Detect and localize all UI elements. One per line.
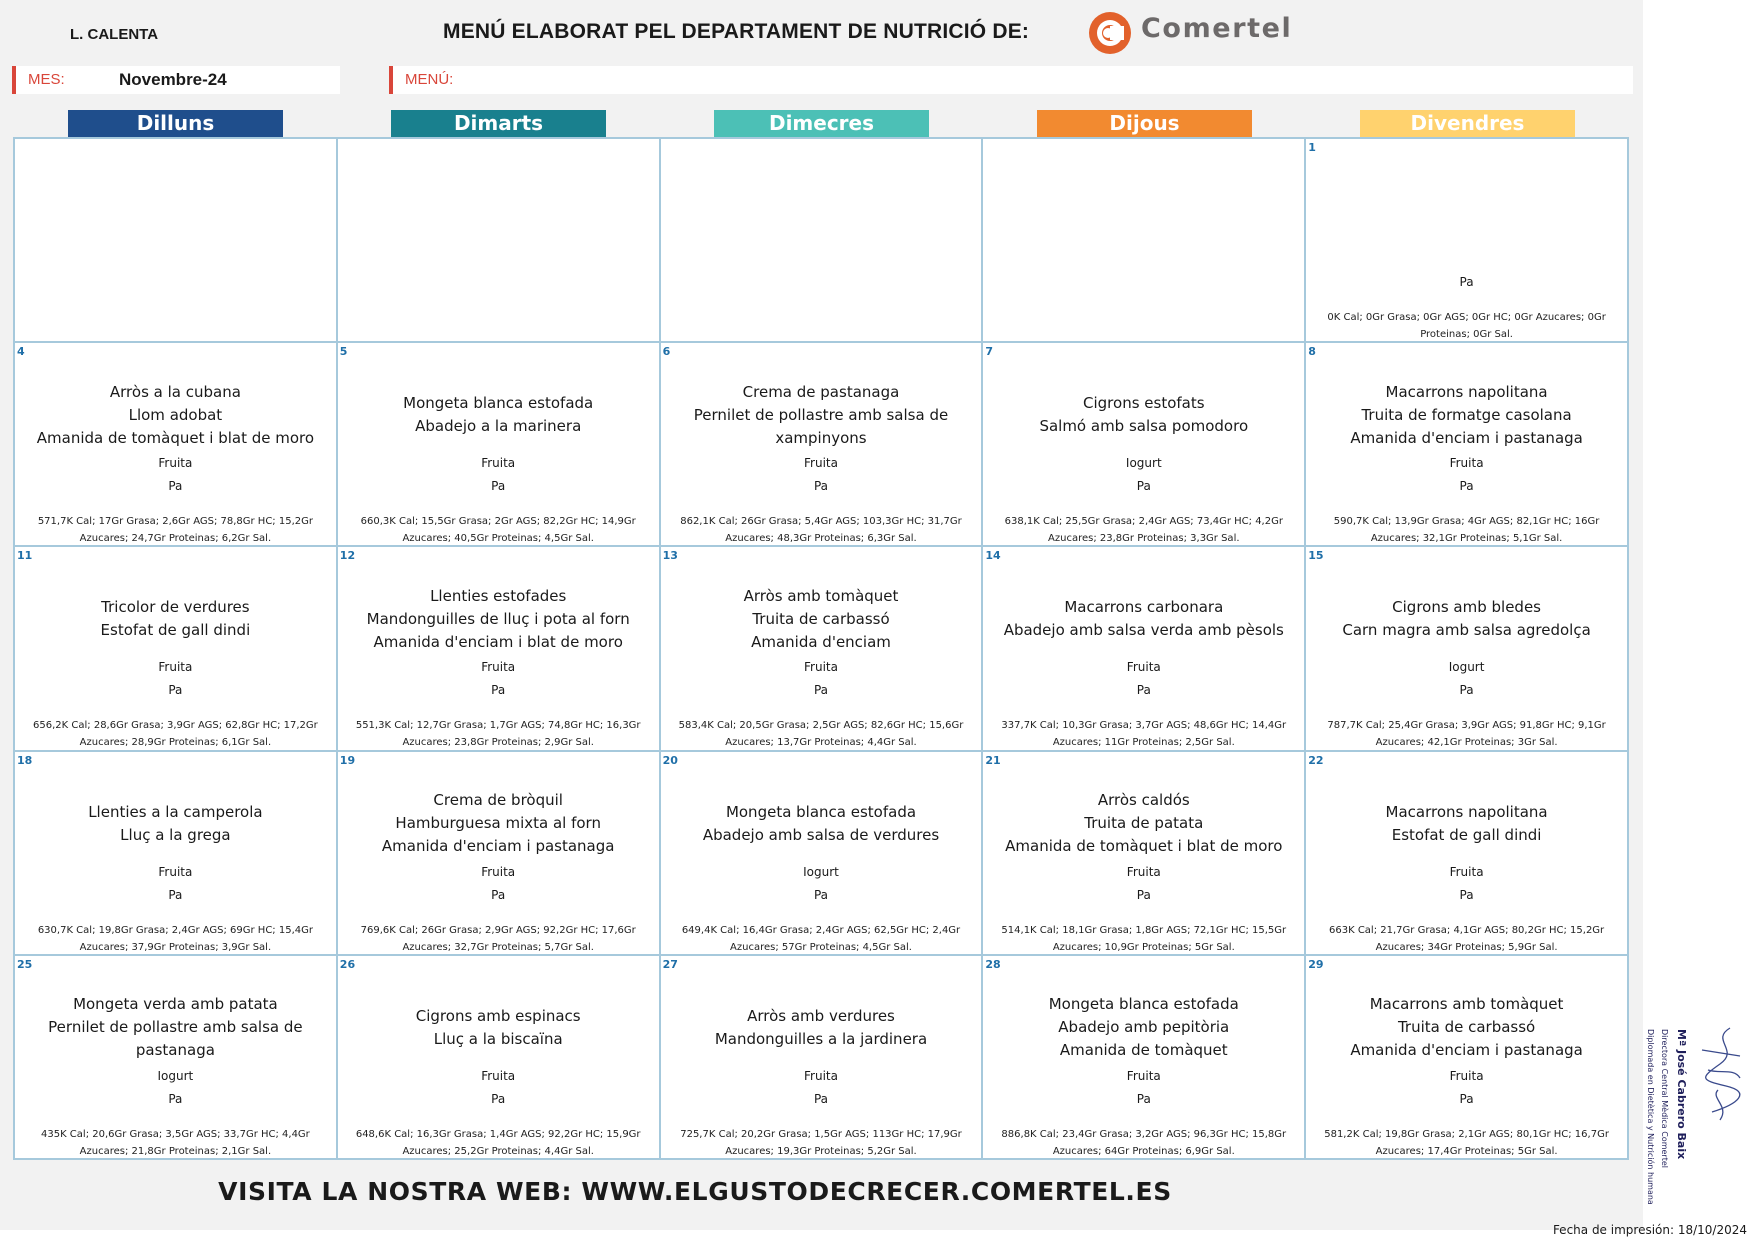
- dish-list: [989, 165, 1298, 257]
- bread: Pa: [1136, 887, 1151, 902]
- nutrition-info: 551,3K Cal; 12,7Gr Grasa; 1,7Gr AGS; 74,8Gr HC; 16,3Gr Azucares; 23,8Gr Proteinas; 2,9Gr Sal.: [355, 720, 641, 749]
- day-cell: [1306, 139, 1629, 343]
- dish-list: [344, 778, 653, 870]
- dish-item: Macarrons napolitana: [1385, 382, 1548, 401]
- dish-item: Lluç a la grega: [120, 825, 231, 844]
- dish-list: [667, 369, 976, 461]
- dish-item: Macarrons carbonara: [1064, 598, 1224, 617]
- dish-item: Mandonguilles a la jardinera: [714, 1029, 928, 1048]
- dish-item: Lluç a la biscaïna: [433, 1029, 563, 1048]
- bread: Pa: [491, 479, 506, 494]
- menu-field: [389, 66, 1633, 94]
- day-number: 6: [662, 345, 671, 359]
- dish-list: [1312, 573, 1621, 665]
- bread: Pa: [491, 683, 506, 698]
- dish-list: [667, 165, 976, 257]
- day-cell: [338, 343, 661, 547]
- nutrition-info: 649,4K Cal; 16,4Gr Grasa; 2,4Gr AGS; 62,5Gr HC; 2,4Gr Azucares; 57Gr Proteinas; 4,5Gr Sal.: [681, 924, 961, 953]
- dish-item: Abadejo amb salsa verda amb pèsols: [1003, 621, 1284, 640]
- dish-list: [1312, 369, 1621, 461]
- dish-list: [1312, 778, 1621, 870]
- signature-role: Directora Central Mèdica Comertel: [1660, 1029, 1669, 1168]
- dish-item: Arròs amb verdures: [747, 1006, 895, 1025]
- menu-label: MENÚ:: [405, 71, 454, 88]
- dish-item: Llenties a la camperola: [88, 802, 263, 821]
- dish-list: [667, 982, 976, 1074]
- day-cell: [1306, 547, 1629, 751]
- dish-item: Amanida d'enciam i pastanaga: [381, 837, 615, 856]
- dish-list: [344, 369, 653, 461]
- bread: Pa: [491, 887, 506, 902]
- dish-item: Cigrons amb espinacs: [415, 1006, 581, 1025]
- day-number: 1: [1308, 141, 1316, 154]
- dish-list: [21, 982, 330, 1074]
- dish-item: Crema de pastanaga: [742, 382, 900, 401]
- dish-item: Amanida de tomàquet: [1059, 1041, 1228, 1060]
- bread: Pa: [813, 1091, 829, 1106]
- menu-calendar-grid: [13, 137, 1629, 1160]
- bread: Pa: [813, 683, 829, 698]
- day-cell: [983, 547, 1306, 751]
- day-cell: [1306, 956, 1629, 1160]
- day-number: 28: [985, 957, 1001, 971]
- day-number: 7: [985, 345, 994, 359]
- dish-item: Abadejo amb salsa de verdures: [702, 825, 940, 844]
- dish-item: Arròs a la cubana: [109, 382, 241, 401]
- dessert: Fruita: [1449, 456, 1484, 471]
- dish-item: Truita de patata: [1084, 814, 1204, 833]
- dessert: Fruita: [804, 1068, 838, 1083]
- day-header-dilluns: Dilluns: [68, 110, 283, 137]
- month-field: [12, 66, 340, 94]
- day-cell: [661, 139, 984, 343]
- day-number: 29: [1308, 957, 1324, 971]
- nutrition-info: 648,6K Cal; 16,3Gr Grasa; 1,4Gr AGS; 92,2Gr HC; 15,9Gr Azucares; 25,2Gr Proteinas; 4,4Gr Sal.: [355, 1128, 641, 1157]
- day-number: 27: [662, 957, 678, 971]
- dish-item: Truita de formatge casolana: [1361, 405, 1572, 424]
- day-header-dimarts: Dimarts: [391, 110, 606, 137]
- dessert: Iogurt: [157, 1068, 194, 1083]
- day-number: 26: [339, 957, 356, 971]
- day-number: 22: [1308, 753, 1324, 767]
- logo-wordmark: Comertel: [1141, 13, 1293, 44]
- dish-item: Arròs amb tomàquet: [743, 586, 899, 605]
- dish-item: Carn magra amb salsa agredolça: [1342, 621, 1591, 640]
- dish-item: Cigrons amb bledes: [1392, 598, 1541, 617]
- day-number: 4: [17, 345, 25, 359]
- bread: Pa: [1459, 479, 1474, 494]
- bread: Pa: [491, 1091, 506, 1106]
- dish-list: [21, 778, 330, 870]
- nutrition-info: 630,7K Cal; 19,8Gr Grasa; 2,4Gr AGS; 69Gr HC; 15,4Gr Azucares; 37,9Gr Proteinas; 3,9Gr Sal.: [37, 924, 313, 953]
- comertel-logo: [1084, 8, 1304, 58]
- dish-item: Abadejo a la marinera: [415, 417, 582, 436]
- day-cell: [983, 752, 1306, 956]
- dessert: Iogurt: [1125, 456, 1162, 471]
- day-number: 11: [17, 549, 33, 563]
- signature-degree: Diplomada en Dietètica y Nutrición humana: [1646, 1029, 1655, 1205]
- dish-item: Mandonguilles de lluç i pota al forn: [366, 609, 630, 628]
- dish-item: Estofat de gall dindi: [100, 621, 251, 640]
- month-value: Novembre-24: [119, 70, 227, 89]
- day-cell: [338, 139, 661, 343]
- day-cell: [661, 956, 984, 1160]
- day-number: 12: [339, 549, 356, 563]
- month-label: MES:: [28, 71, 65, 88]
- bread: Pa: [1136, 1091, 1151, 1106]
- dish-item: Amanida de tomàquet i blat de moro: [1005, 837, 1283, 856]
- dessert: Fruita: [804, 660, 838, 675]
- dish-item: Macarrons amb tomàquet: [1369, 995, 1564, 1014]
- dish-item: Hamburguesa mixta al forn: [395, 814, 601, 833]
- day-header-dijous: Dijous: [1037, 110, 1252, 137]
- dish-item: Abadejo amb pepitòria: [1058, 1018, 1230, 1037]
- nutrition-info: 725,7K Cal; 20,2Gr Grasa; 1,5Gr AGS; 113Gr HC; 17,9Gr Azucares; 19,3Gr Proteinas; 5,2Gr Sal.: [680, 1128, 962, 1157]
- nutrition-info: 581,2K Cal; 19,8Gr Grasa; 2,1Gr AGS; 80,1Gr HC; 16,7Gr Azucares; 17,4Gr Proteinas; 5Gr Sal.: [1324, 1128, 1609, 1157]
- bread: Pa: [1459, 887, 1474, 902]
- dish-item: Mongeta blanca estofada: [725, 802, 917, 821]
- day-cell: [661, 547, 984, 751]
- day-number: 5: [339, 345, 348, 359]
- day-cell: [983, 139, 1306, 343]
- dessert: Fruita: [481, 864, 516, 879]
- dessert: Fruita: [481, 660, 516, 675]
- dessert: Iogurt: [1448, 660, 1485, 675]
- dish-list: [21, 369, 330, 461]
- dessert: Iogurt: [803, 864, 839, 879]
- logo-icon: [1086, 9, 1134, 57]
- dessert: Fruita: [158, 864, 193, 879]
- dessert: Fruita: [1449, 1068, 1484, 1083]
- bread: Pa: [813, 479, 829, 494]
- print-date: Fecha de impresión: 18/10/2024: [1552, 1223, 1747, 1237]
- dish-item: Mongeta blanca estofada: [1048, 995, 1239, 1014]
- dessert: Fruita: [1126, 864, 1161, 879]
- dish-item: Truita de carbassó: [1397, 1018, 1536, 1037]
- nutritionist-signature: [1632, 1015, 1747, 1205]
- dessert: Fruita: [1126, 1068, 1161, 1083]
- dish-item: Tricolor de verdures: [101, 598, 250, 617]
- dish-item: Llenties estofades: [430, 586, 567, 605]
- day-cell: [661, 752, 984, 956]
- bread: Pa: [1136, 683, 1151, 698]
- dessert: Fruita: [804, 456, 838, 471]
- dessert: Fruita: [1449, 864, 1484, 879]
- dessert: Fruita: [481, 456, 516, 471]
- day-cell: [15, 752, 338, 956]
- dish-item: Amanida d'enciam: [751, 632, 891, 651]
- dish-item: Pernilet de pollastre amb salsa de pastanaga: [48, 1018, 303, 1060]
- nutrition-info: 571,7K Cal; 17Gr Grasa; 2,6Gr AGS; 78,8Gr HC; 15,2Gr Azucares; 24,7Gr Proteinas; 6,2Gr Sal.: [37, 516, 313, 545]
- dish-item: Amanida de tomàquet i blat de moro: [36, 428, 315, 447]
- nutrition-info: 787,7K Cal; 25,4Gr Grasa; 3,9Gr AGS; 91,8Gr HC; 9,1Gr Azucares; 42,1Gr Proteinas; 3Gr Sal.: [1327, 720, 1606, 749]
- day-number: 21: [985, 753, 1001, 767]
- dish-list: [1312, 982, 1621, 1074]
- day-number: 19: [339, 753, 356, 767]
- dessert: Fruita: [1126, 660, 1161, 675]
- bread: Pa: [168, 887, 183, 902]
- day-number: 14: [985, 549, 1001, 563]
- day-number: 13: [662, 549, 678, 563]
- nutrition-info: 638,1K Cal; 25,5Gr Grasa; 2,4Gr AGS; 73,4Gr HC; 4,2Gr Azucares; 23,8Gr Proteinas; 3,3Gr Sal.: [1004, 516, 1283, 545]
- dish-item: Amanida d'enciam i pastanaga: [1350, 1041, 1583, 1060]
- nutrition-info: 435K Cal; 20,6Gr Grasa; 3,5Gr AGS; 33,7Gr HC; 4,4Gr Azucares; 21,8Gr Proteinas; 2,1Gr Sal.: [40, 1128, 310, 1157]
- dish-list: [344, 165, 653, 257]
- nutrition-info: 0K Cal; 0Gr Grasa; 0Gr AGS; 0Gr HC; 0Gr Azucares; 0Gr Proteinas; 0Gr Sal.: [1327, 312, 1606, 340]
- day-cell: [338, 547, 661, 751]
- day-cell: [1306, 752, 1629, 956]
- dish-list: [667, 573, 976, 665]
- day-cell: [983, 343, 1306, 547]
- nutrition-info: 769,6K Cal; 26Gr Grasa; 2,9Gr AGS; 92,2Gr HC; 17,6Gr Azucares; 32,7Gr Proteinas; 5,7Gr Sal.: [360, 924, 636, 953]
- dish-item: Amanida d'enciam i blat de moro: [373, 632, 623, 651]
- dish-list: [989, 369, 1298, 461]
- dish-list: [989, 573, 1298, 665]
- day-header-divendres: Divendres: [1360, 110, 1575, 137]
- bread: Pa: [1136, 479, 1151, 494]
- school-name: L. CALENTA: [70, 26, 159, 43]
- dish-list: [344, 982, 653, 1074]
- day-number: 25: [17, 957, 33, 971]
- dish-list: [344, 573, 653, 665]
- nutrition-info: 337,7K Cal; 10,3Gr Grasa; 3,7Gr AGS; 48,6Gr HC; 14,4Gr Azucares; 11Gr Proteinas; 2,5Gr Sal.: [1001, 720, 1287, 749]
- nutrition-info: 663K Cal; 21,7Gr Grasa; 4,1Gr AGS; 80,2Gr HC; 15,2Gr Azucares; 34Gr Proteinas; 5,9Gr Sal.: [1329, 924, 1605, 953]
- day-number: 18: [17, 753, 33, 767]
- page-title: MENÚ ELABORAT PEL DEPARTAMENT DE NUTRICIÓ DE:: [443, 20, 1030, 43]
- bread: Pa: [813, 887, 829, 902]
- dish-item: Amanida d'enciam i pastanaga: [1350, 428, 1583, 447]
- day-cell: [15, 343, 338, 547]
- nutrition-info: 590,7K Cal; 13,9Gr Grasa; 4Gr AGS; 82,1Gr HC; 16Gr Azucares; 32,1Gr Proteinas; 5,1Gr Sal.: [1333, 516, 1600, 545]
- dessert: Fruita: [158, 660, 193, 675]
- day-cell: [15, 139, 338, 343]
- day-number: 8: [1308, 345, 1316, 359]
- nutrition-info: 514,1K Cal; 18,1Gr Grasa; 1,8Gr AGS; 72,1Gr HC; 15,5Gr Azucares; 10,9Gr Proteinas; 5Gr Sal.: [1001, 924, 1287, 953]
- nutrition-info: 656,2K Cal; 28,6Gr Grasa; 3,9Gr AGS; 62,8Gr HC; 17,2Gr Azucares; 28,9Gr Proteinas; 6,1Gr Sal.: [33, 720, 318, 749]
- dish-list: [21, 165, 330, 257]
- nutrition-info: 583,4K Cal; 20,5Gr Grasa; 2,5Gr AGS; 82,6Gr HC; 15,6Gr Azucares; 13,7Gr Proteinas; 4,4Gr Sal.: [678, 720, 964, 749]
- signature-name: Mª José Cabrero Baix: [1675, 1029, 1688, 1160]
- dessert: Fruita: [481, 1068, 516, 1083]
- day-cell: [983, 956, 1306, 1160]
- nutrition-info: 862,1K Cal; 26Gr Grasa; 5,4Gr AGS; 103,3Gr HC; 31,7Gr Azucares; 48,3Gr Proteinas; 6,3Gr Sal.: [680, 516, 962, 545]
- dish-item: Pernilet de pollastre amb salsa de xampinyons: [693, 405, 949, 447]
- dish-item: Mongeta verda amb patata: [73, 995, 278, 1014]
- day-cell: [1306, 343, 1629, 547]
- day-cell: [661, 343, 984, 547]
- dish-list: [667, 778, 976, 870]
- day-cell: [338, 752, 661, 956]
- bread: Pa: [1459, 1091, 1474, 1106]
- dish-item: Salmó amb salsa pomodoro: [1039, 417, 1249, 436]
- dish-item: Mongeta blanca estofada: [403, 394, 594, 413]
- day-header-dimecres: Dimecres: [714, 110, 929, 137]
- dish-item: Cigrons estofats: [1083, 394, 1205, 413]
- dish-item: Truita de carbassó: [752, 609, 890, 628]
- day-number: 20: [662, 753, 678, 767]
- day-cell: [15, 547, 338, 751]
- dish-list: [21, 573, 330, 665]
- dish-item: Estofat de gall dindi: [1391, 825, 1542, 844]
- dessert: Fruita: [158, 456, 193, 471]
- nutrition-info: 660,3K Cal; 15,5Gr Grasa; 2Gr AGS; 82,2Gr HC; 14,9Gr Azucares; 40,5Gr Proteinas; 4,5Gr Sal.: [360, 516, 636, 545]
- dish-item: Crema de bròquil: [433, 791, 563, 810]
- bread: Pa: [168, 1091, 183, 1106]
- dish-list: [989, 778, 1298, 870]
- day-cell: [338, 956, 661, 1160]
- website-banner: VISITA LA NOSTRA WEB: WWW.ELGUSTODECRECER.COMERTEL.ES: [218, 1177, 1172, 1206]
- day-cell: [15, 956, 338, 1160]
- day-number: 15: [1308, 549, 1324, 563]
- bread: Pa: [1459, 275, 1474, 289]
- handwritten-signature-icon: [1690, 1020, 1748, 1130]
- dish-item: Llom adobat: [128, 405, 223, 424]
- bread: Pa: [168, 683, 183, 698]
- dish-list: [1312, 165, 1621, 257]
- dish-list: [989, 982, 1298, 1074]
- nutrition-info: 886,8K Cal; 23,4Gr Grasa; 3,2Gr AGS; 96,3Gr HC; 15,8Gr Azucares; 64Gr Proteinas; 6,9Gr Sal.: [1001, 1128, 1287, 1157]
- bread: Pa: [1459, 683, 1474, 698]
- dish-item: Macarrons napolitana: [1385, 802, 1548, 821]
- bread: Pa: [168, 479, 183, 494]
- dish-item: Arròs caldós: [1097, 791, 1190, 810]
